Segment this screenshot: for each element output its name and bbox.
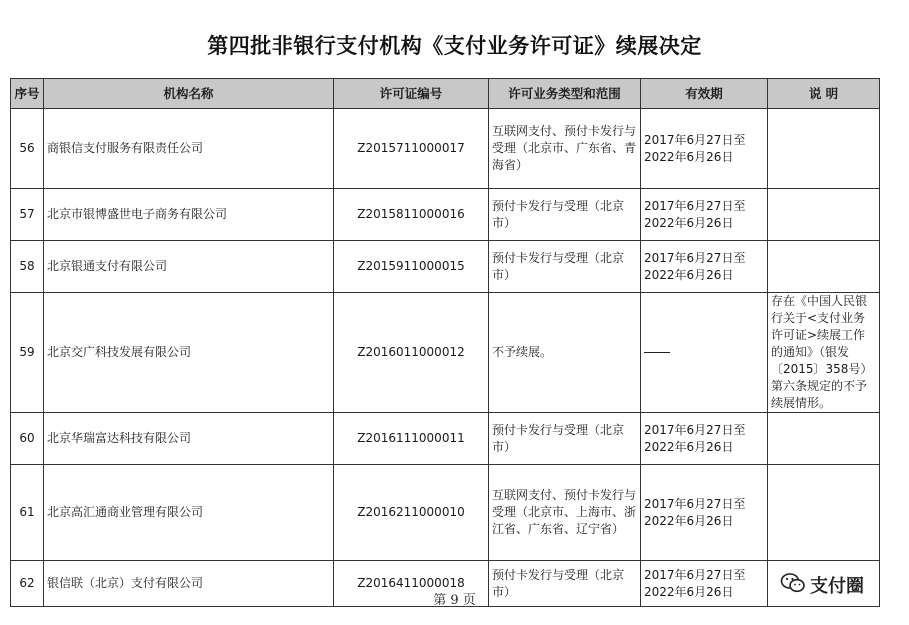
row-validity: 2017年6月27日至2022年6月26日 [641, 241, 768, 293]
row-name: 北京华瑞富达科技有限公司 [44, 413, 334, 465]
row-scope: 预付卡发行与受理（北京市） [489, 241, 641, 293]
row-seq: 62 [11, 561, 44, 607]
watermark-label: 支付圈 [810, 576, 864, 597]
row-code: Z2015811000016 [334, 189, 489, 241]
table-header-row [11, 79, 880, 109]
row-seq: 60 [11, 413, 44, 465]
row-name: 北京高汇通商业管理有限公司 [44, 465, 334, 561]
header-seq: 序号 [11, 79, 44, 109]
row-validity: 2017年6月27日至2022年6月26日 [641, 465, 768, 561]
row-name: 商银信支付服务有限责任公司 [44, 109, 334, 189]
row-seq: 59 [11, 293, 44, 413]
row-code: Z2016011000012 [334, 293, 489, 413]
row-scope: 预付卡发行与受理（北京市） [489, 189, 641, 241]
row-name: 北京银通支付有限公司 [44, 241, 334, 293]
page-title: 第四批非银行支付机构《支付业务许可证》续展决定 [207, 34, 702, 58]
row-note [768, 189, 880, 241]
table-row [11, 413, 880, 465]
row-code: Z2016111000011 [334, 413, 489, 465]
table-row [11, 241, 880, 293]
row-note [768, 109, 880, 189]
row-scope: 预付卡发行与受理（北京市） [489, 561, 641, 607]
dash-mark [644, 352, 670, 353]
row-code: Z2015911000015 [334, 241, 489, 293]
header-scope: 许可业务类型和范围 [489, 79, 641, 109]
row-validity: 2017年6月27日至2022年6月26日 [641, 189, 768, 241]
row-note: 存在《中国人民银行关于<支付业务许可证>续展工作的通知》（银发〔2015〕358号）第六条规定的不予续展情形。 [768, 293, 880, 413]
row-validity: 2017年6月27日至2022年6月26日 [641, 561, 768, 607]
row-validity: 2017年6月27日至2022年6月26日 [641, 413, 768, 465]
row-validity: 2017年6月27日至2022年6月26日 [641, 109, 768, 189]
header-name: 机构名称 [44, 79, 334, 109]
row-scope: 互联网支付、预付卡发行与受理（北京市、广东省、青海省） [489, 109, 641, 189]
row-note [768, 465, 880, 561]
row-name: 北京交广科技发展有限公司 [44, 293, 334, 413]
row-name: 北京市银博盛世电子商务有限公司 [44, 189, 334, 241]
page-number: 第 9 页 [433, 593, 476, 608]
permit-table [10, 78, 880, 607]
row-note [768, 413, 880, 465]
row-scope: 不予续展。 [489, 293, 641, 413]
row-scope: 预付卡发行与受理（北京市） [489, 413, 641, 465]
row-validity [641, 293, 768, 413]
table-row [11, 189, 880, 241]
row-scope: 互联网支付、预付卡发行与受理（北京市、上海市、浙江省、广东省、辽宁省） [489, 465, 641, 561]
row-seq: 56 [11, 109, 44, 189]
row-code: Z2015711000017 [334, 109, 489, 189]
table-row [11, 465, 880, 561]
row-seq: 57 [11, 189, 44, 241]
row-note [768, 241, 880, 293]
table-row [11, 293, 880, 413]
row-code: Z2016211000010 [334, 465, 489, 561]
header-code: 许可证编号 [334, 79, 489, 109]
header-validity: 有效期 [641, 79, 768, 109]
row-seq: 61 [11, 465, 44, 561]
table-row [11, 109, 880, 189]
row-code: Z2016411000018 [334, 561, 489, 607]
header-note: 说 明 [768, 79, 880, 109]
row-name: 银信联（北京）支付有限公司 [44, 561, 334, 607]
row-seq: 58 [11, 241, 44, 293]
